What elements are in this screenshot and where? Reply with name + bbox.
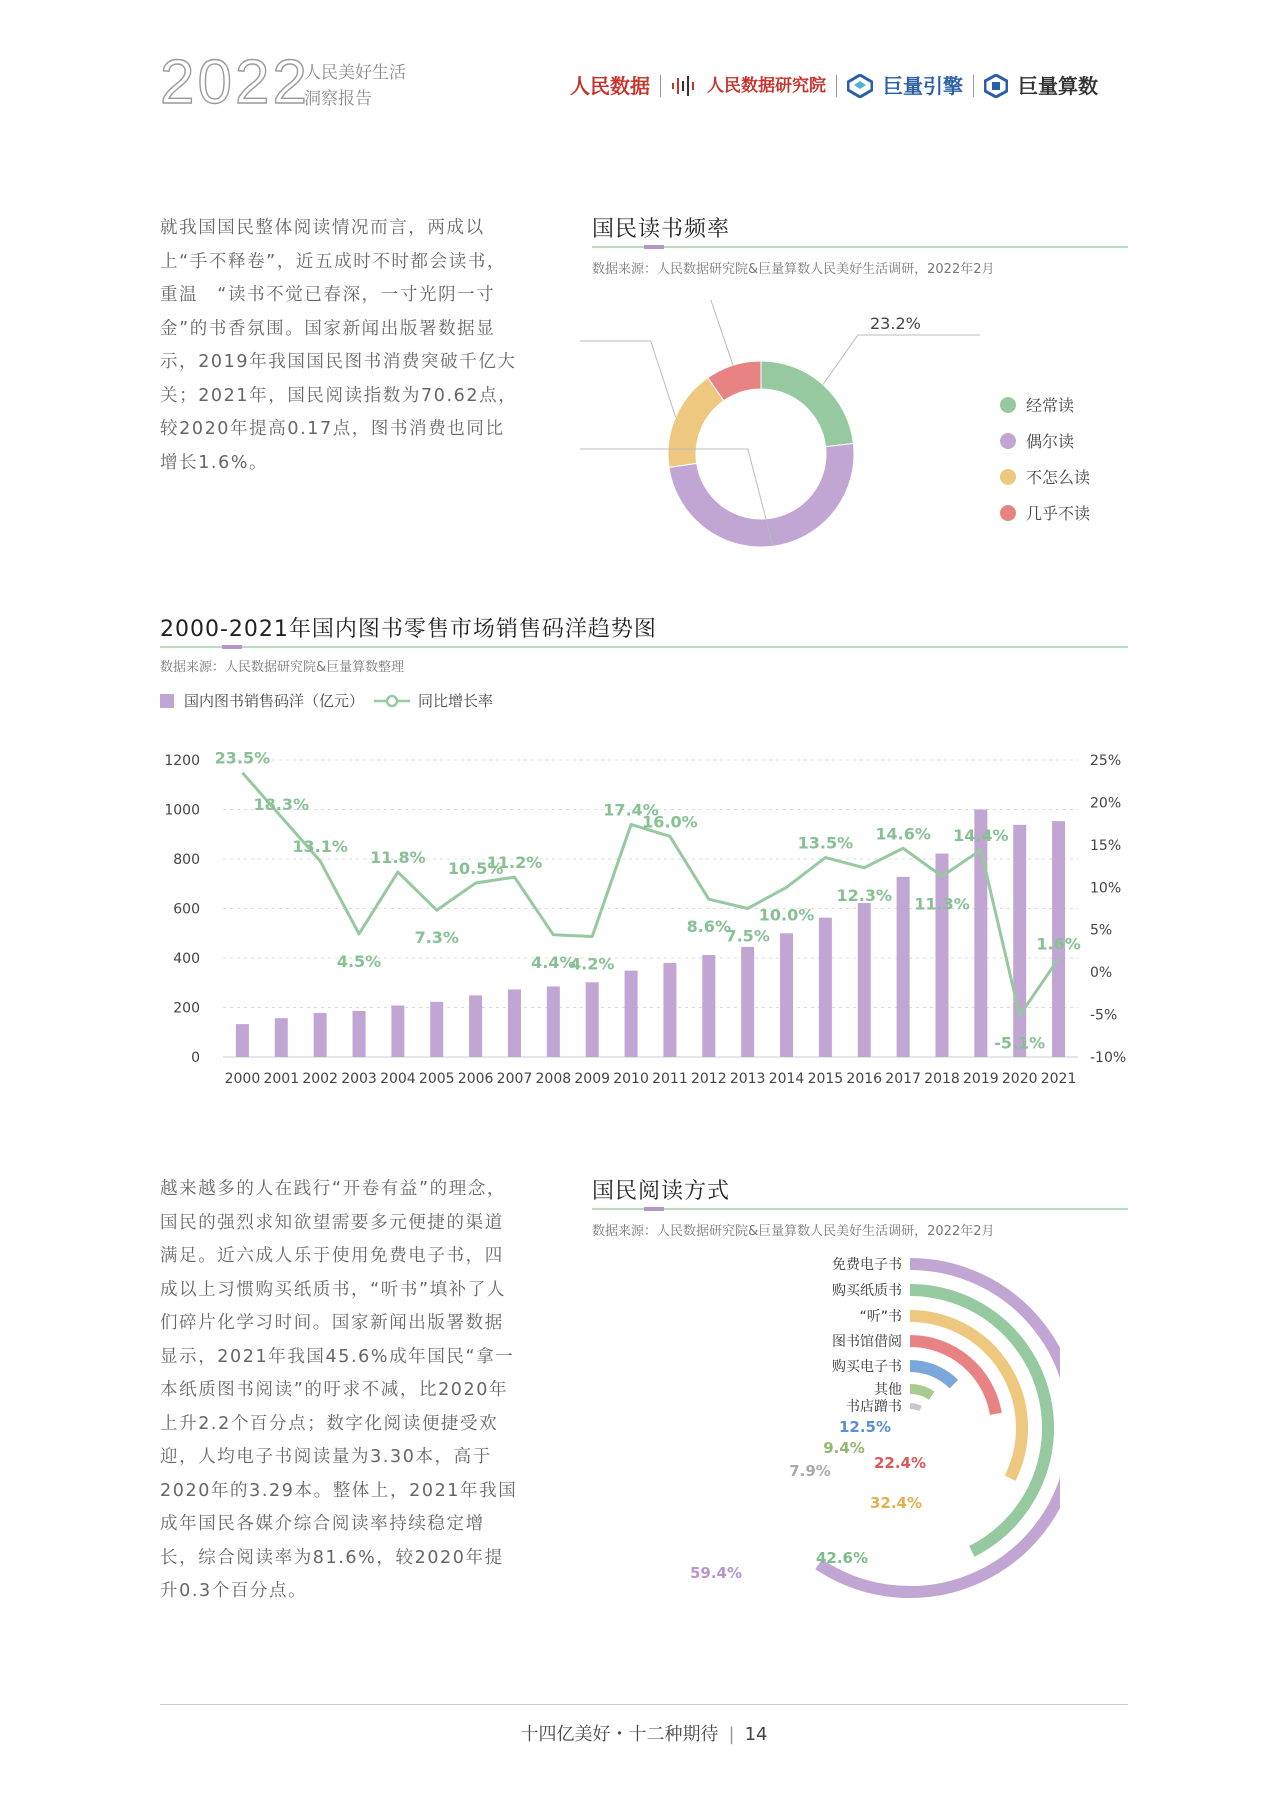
x-tick-label: 2002	[302, 1071, 338, 1087]
bar	[430, 1002, 443, 1057]
donut-slice	[761, 361, 853, 447]
y-right-tick-label: -5%	[1090, 1007, 1118, 1024]
reading-methods-title: 国民阅读方式	[592, 1179, 731, 1204]
title-accent-mark	[644, 1207, 664, 1211]
legend-swatch	[1000, 505, 1016, 521]
radial-category-label: 购买电子书	[832, 1359, 902, 1375]
radial-value-label: 7.9%	[789, 1462, 831, 1480]
bar	[236, 1024, 249, 1057]
y-right-tick-label: -10%	[1090, 1050, 1127, 1066]
legend-bar-swatch	[160, 694, 174, 708]
y-right-tick-label: 25%	[1090, 753, 1122, 769]
donut-leader-line	[823, 335, 980, 385]
y-left-tick-label: 600	[173, 901, 200, 918]
growth-rate-label: 7.5%	[725, 926, 770, 946]
radial-bar	[910, 1406, 920, 1409]
bar	[897, 877, 910, 1057]
legend-swatch	[1000, 433, 1016, 449]
legend-label: 经常读	[1026, 396, 1075, 415]
sales-trend-chart	[150, 740, 1140, 1100]
bar	[1013, 825, 1026, 1057]
growth-rate-label: -5.1%	[994, 1033, 1046, 1053]
x-tick-label: 2003	[341, 1071, 377, 1087]
radial-category-label: “听”书	[859, 1309, 902, 1325]
x-tick-label: 2000	[224, 1071, 261, 1087]
logo-people-data-research: 人民数据研究院	[707, 75, 826, 96]
bar	[547, 986, 560, 1057]
radial-bar	[910, 1366, 954, 1384]
growth-rate-label: 1.6%	[1036, 934, 1081, 954]
x-tick-label: 2005	[418, 1071, 455, 1087]
reading-frequency-source: 数据来源：人民数据研究院&巨量算数人民美好生活调研，2022年2月	[592, 262, 995, 277]
growth-rate-label: 23.5%	[214, 748, 271, 768]
y-left-tick-label: 1000	[164, 802, 200, 819]
sales-trend-legend	[160, 690, 493, 711]
y-right-tick-label: 0%	[1090, 965, 1113, 982]
bar	[625, 971, 638, 1057]
bar	[663, 963, 676, 1057]
legend-line-label: 同比增长率	[418, 692, 494, 710]
y-left-tick-label: 1200	[164, 753, 200, 769]
growth-rate-label: 17.4%	[603, 800, 659, 820]
growth-rate-label: 11.3%	[914, 894, 970, 914]
sales-trend-source: 数据来源：人民数据研究院&巨量算数整理	[160, 660, 405, 675]
growth-rate-label: 14.4%	[953, 825, 1009, 845]
x-tick-label: 2009	[574, 1071, 611, 1087]
growth-rate-label: 11.8%	[370, 848, 426, 868]
bar	[741, 947, 754, 1057]
radial-value-label: 42.6%	[815, 1549, 869, 1567]
growth-rate-label: 13.1%	[292, 836, 348, 856]
legend-item-often	[1000, 393, 1090, 416]
donut-leader-line	[580, 341, 676, 417]
legend-item-occasionally	[1000, 429, 1090, 452]
bar	[391, 1006, 404, 1057]
title-accent-mark	[644, 245, 664, 249]
bar	[586, 982, 599, 1057]
growth-rate-label: 8.6%	[686, 917, 731, 937]
growth-rate-label: 4.2%	[570, 954, 615, 974]
x-tick-label: 2021	[1040, 1071, 1077, 1087]
bar	[780, 933, 793, 1057]
legend-item-almost-never	[1000, 501, 1090, 524]
page-footer	[160, 1720, 1128, 1746]
legend-bar-label: 国内图书销售码洋（亿元）	[184, 692, 365, 710]
x-tick-label: 2019	[963, 1071, 999, 1087]
title-divider	[592, 246, 1128, 248]
x-tick-label: 2015	[807, 1071, 844, 1087]
growth-rate-label: 18.3%	[253, 794, 310, 814]
title-accent-mark	[222, 645, 242, 649]
footer-separator: |	[728, 1724, 735, 1745]
logo-divider	[660, 75, 661, 97]
ocean-engine-icon	[847, 74, 873, 98]
radial-value-label: 32.4%	[869, 1494, 923, 1512]
growth-rate-label: 12.3%	[836, 885, 893, 905]
bar	[935, 854, 948, 1057]
legend-label: 几乎不读	[1026, 504, 1091, 523]
legend-item-rarely	[1000, 465, 1090, 488]
report-subtitle	[304, 60, 406, 112]
radial-value-label: 12.5%	[838, 1418, 892, 1436]
logo-divider	[973, 75, 974, 97]
logo-ocean-engine: 巨量引擎	[883, 74, 963, 98]
bar	[353, 1011, 366, 1057]
x-tick-label: 2016	[846, 1071, 883, 1087]
growth-rate-label: 10.0%	[758, 905, 815, 925]
growth-rate-label: 16.0%	[642, 812, 698, 832]
x-tick-label: 2017	[885, 1071, 921, 1087]
reading-methods-source: 数据来源：人民数据研究院&巨量算数人民美好生活调研，2022年2月	[592, 1224, 995, 1239]
bar	[858, 903, 871, 1057]
bar	[469, 995, 482, 1057]
growth-rate-label: 7.3%	[414, 928, 459, 948]
x-tick-label: 2008	[535, 1071, 572, 1087]
page-number: 14	[744, 1724, 768, 1745]
y-left-tick-label: 400	[173, 951, 200, 967]
x-tick-label: 2007	[496, 1071, 533, 1087]
partner-logos	[570, 66, 1098, 106]
bar	[702, 955, 715, 1057]
logo-people-data: 人民数据	[570, 74, 650, 98]
x-tick-label: 2010	[613, 1071, 649, 1087]
legend-swatch	[1000, 397, 1016, 413]
growth-rate-label: 10.5%	[447, 859, 504, 879]
bar	[275, 1018, 288, 1057]
radial-value-label: 22.4%	[873, 1454, 927, 1472]
radial-category-label: 图书馆借阅	[832, 1334, 902, 1350]
y-right-tick-label: 15%	[1090, 837, 1122, 854]
y-right-tick-label: 10%	[1090, 880, 1122, 897]
intro-paragraph: 就我国国民整体阅读情况而言，两成以上“手不释卷”，近五成时不时都会读书，重温 “读书不觉已春深，一寸光阴一寸金”的书香氛围。国家新闻出版署数据显示，2019年我国国民图书消费突破千亿大关；2021年，国民阅读指数为70.62点，较2020年提高0.17点，图书消费也同比增长1.6%。	[160, 218, 518, 473]
y-right-tick-label: 20%	[1090, 795, 1122, 812]
x-tick-label: 2012	[690, 1071, 727, 1087]
x-tick-label: 2004	[380, 1071, 416, 1087]
x-tick-label: 2006	[457, 1071, 494, 1087]
growth-rate-label: 14.6%	[875, 824, 931, 844]
radial-category-label: 购买纸质书	[832, 1283, 902, 1299]
growth-rate-label: 4.5%	[336, 951, 382, 971]
soundwave-icon	[671, 75, 697, 97]
growth-rate-label: 4.4%	[531, 952, 576, 972]
legend-swatch	[1000, 469, 1016, 485]
report-subtitle-line2: 洞察报告	[304, 89, 372, 109]
reading-frequency-legend	[1000, 393, 1090, 537]
footer-divider	[160, 1704, 1128, 1705]
legend-label: 偶尔读	[1026, 432, 1075, 451]
growth-rate-label: 11.2%	[486, 853, 543, 873]
title-divider	[160, 646, 1128, 648]
logo-juliang-arithmetic: 巨量算数	[1018, 74, 1098, 98]
footer-text: 十四亿美好・十二种期待	[520, 1724, 719, 1745]
reading-methods-radial-chart	[600, 1250, 1060, 1610]
y-left-tick-label: 800	[173, 852, 200, 868]
donut-leader-line	[608, 300, 733, 365]
donut-slice	[669, 444, 854, 547]
bar	[508, 989, 521, 1057]
radial-bar	[910, 1389, 932, 1396]
reading-frequency-donut	[580, 300, 1060, 580]
radial-category-label: 其他	[874, 1382, 902, 1398]
y-left-tick-label: 200	[173, 1000, 200, 1017]
x-tick-label: 2018	[924, 1071, 960, 1087]
bar	[819, 918, 832, 1057]
growth-rate-label: 13.5%	[797, 833, 854, 853]
x-tick-label: 2020	[1001, 1071, 1038, 1087]
x-tick-label: 2014	[768, 1071, 805, 1087]
radial-value-label: 59.4%	[689, 1564, 743, 1582]
y-left-tick-label: 0	[191, 1050, 200, 1066]
report-subtitle-line1: 人民美好生活	[304, 63, 406, 83]
bar	[974, 810, 987, 1058]
radial-category-label: 书店蹭书	[846, 1399, 902, 1415]
report-year: 2022	[160, 48, 310, 117]
x-tick-label: 2001	[263, 1071, 300, 1087]
logo-divider	[836, 75, 837, 97]
legend-line-swatch	[372, 693, 412, 709]
radial-category-label: 免费电子书	[832, 1257, 902, 1273]
radial-value-label: 9.4%	[823, 1439, 865, 1457]
arithmetic-icon	[984, 74, 1008, 98]
x-tick-label: 2013	[729, 1071, 766, 1087]
sales-trend-title: 2000-2021年国内图书零售市场销售码洋趋势图	[160, 617, 657, 642]
reading-frequency-title: 国民读书频率	[592, 217, 731, 242]
y-right-tick-label: 5%	[1090, 922, 1113, 939]
donut-value-label: 23.2%	[870, 314, 921, 333]
legend-label: 不怎么读	[1026, 468, 1091, 487]
title-divider	[592, 1208, 1128, 1210]
donut-slice	[668, 378, 724, 468]
reading-methods-paragraph: 越来越多的人在践行“开卷有益”的理念，国民的强烈求知欲望需要多元便捷的渠道满足。近六成人乐于使用免费电子书，四成以上习惯购买纸质书，“听书”填补了人们碎片化学习时间。国家新闻出版署数据显示，2021年我国45.6%成年国民“拿一本纸质图书阅读”的吁求不减，比2020年上升2.2个百分点；数字化阅读便捷受欢迎，人均电子书阅读量为3.30本，高于2020年的3.29本。整体上，2021年我国成年国民各媒介综合阅读率持续稳定增长，综合阅读率为81.6%，较2020年提升0.3个百分点。	[160, 1179, 518, 1601]
bar	[314, 1013, 327, 1057]
x-tick-label: 2011	[652, 1071, 688, 1087]
